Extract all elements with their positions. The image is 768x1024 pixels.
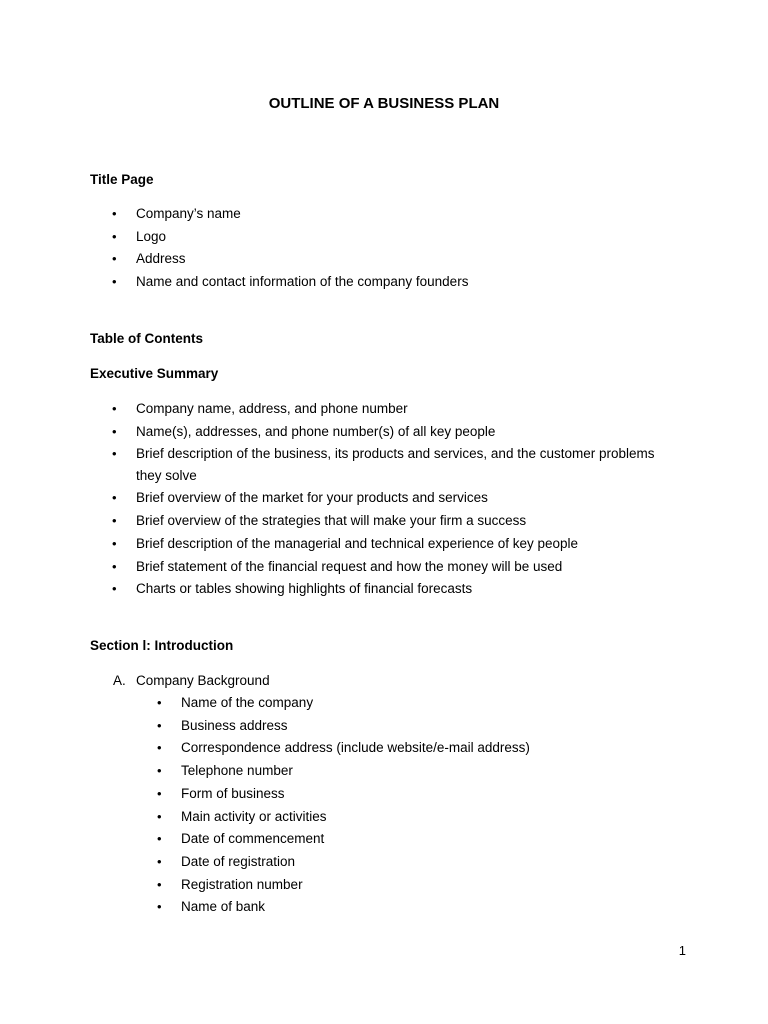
- list-item-text: Telephone number: [181, 763, 293, 779]
- bullet-icon: •: [112, 206, 117, 221]
- list-item: [90, 398, 690, 421]
- list-item-text: Company name, address, and phone number: [136, 401, 408, 416]
- bullet-icon: •: [157, 763, 162, 779]
- page-number: 1: [678, 943, 686, 958]
- bullet-icon: •: [157, 831, 162, 847]
- list-item-text: Brief description of the managerial and technical experience of key people: [136, 535, 579, 551]
- list-item-text: Brief description of the business, its products and services, and the customer problems: [136, 446, 655, 462]
- bullet-icon: •: [112, 490, 117, 506]
- list-item-text: Brief statement of the financial request and how the money will be used: [136, 558, 563, 574]
- bullet-icon: •: [157, 785, 162, 801]
- bullet-icon: •: [112, 581, 117, 597]
- bullet-icon: •: [112, 446, 117, 462]
- subsection-label: Company Background: [136, 673, 270, 688]
- bullet-icon: •: [112, 228, 117, 244]
- list-item-text: Date of commencement: [181, 831, 325, 847]
- list-item: [135, 828, 655, 851]
- list-item: [135, 874, 655, 897]
- bullet-icon: •: [112, 423, 117, 439]
- list-item: [135, 783, 655, 806]
- list-item-text: Name and contact information of the company founders: [136, 274, 469, 290]
- list-item: [135, 806, 655, 829]
- list-item-text: Registration number: [181, 876, 303, 892]
- bullet-icon: •: [157, 740, 162, 756]
- heading-table-of-contents: Table of Contents: [90, 331, 203, 346]
- list-item: [90, 578, 690, 601]
- list-item-text: Correspondence address (include website/e-mail address): [181, 740, 530, 756]
- bullet-icon: •: [157, 853, 162, 869]
- document-title: OUTLINE OF A BUSINESS PLAN: [268, 95, 500, 112]
- bullet-icon: •: [112, 274, 117, 290]
- list-item: [90, 533, 690, 556]
- bullet-icon: •: [157, 899, 162, 915]
- heading-title-page: Title Page: [90, 172, 154, 187]
- list-item: [90, 248, 690, 271]
- bullet-icon: •: [112, 535, 117, 551]
- list-item: [135, 760, 655, 783]
- list-item-text: Brief overview of the market for your products and services: [136, 490, 488, 506]
- list-item: [135, 737, 655, 760]
- subsection-marker: A.: [113, 673, 126, 688]
- list-item: [90, 443, 690, 487]
- heading-section-1-introduction: Section l: Introduction: [90, 638, 234, 653]
- bullet-icon: •: [112, 251, 117, 267]
- list-item-text: Business address: [181, 717, 288, 733]
- list-item: [135, 692, 655, 715]
- list-item-text: Name(s), addresses, and phone number(s) of all key people: [136, 423, 496, 439]
- list-item-text: Logo: [136, 228, 167, 244]
- title-page-list: [90, 203, 690, 294]
- bullet-icon: •: [112, 513, 117, 529]
- list-item: [90, 203, 690, 226]
- list-item-text: Charts or tables showing highlights of financial forecasts: [136, 581, 473, 597]
- list-item: [90, 421, 690, 444]
- list-item: [90, 510, 690, 533]
- list-item-text: Brief overview of the strategies that will make your firm a success: [136, 513, 527, 529]
- list-item-text: Name of bank: [181, 899, 266, 915]
- list-item-text: Form of business: [181, 785, 285, 801]
- bullet-icon: •: [112, 401, 117, 416]
- list-item: [90, 487, 690, 510]
- list-item: [135, 896, 655, 919]
- bullet-icon: •: [157, 717, 162, 733]
- list-item: [135, 715, 655, 738]
- list-item-text: Address: [136, 251, 186, 267]
- list-item-text-continuation: they solve: [136, 468, 197, 484]
- heading-executive-summary: Executive Summary: [90, 366, 219, 381]
- list-item-text: Company’s name: [136, 206, 241, 221]
- executive-summary-list: [90, 398, 690, 601]
- bullet-icon: •: [112, 558, 117, 574]
- list-item-text: Name of the company: [181, 695, 314, 710]
- list-item: [135, 851, 655, 874]
- bullet-icon: •: [157, 876, 162, 892]
- list-item: [90, 556, 690, 579]
- list-item-text: Date of registration: [181, 853, 296, 869]
- company-background-list: [135, 692, 655, 919]
- list-item: [90, 226, 690, 249]
- list-item: [90, 271, 690, 294]
- bullet-icon: •: [157, 695, 162, 710]
- list-item-text: Main activity or activities: [181, 808, 327, 824]
- bullet-icon: •: [157, 808, 162, 824]
